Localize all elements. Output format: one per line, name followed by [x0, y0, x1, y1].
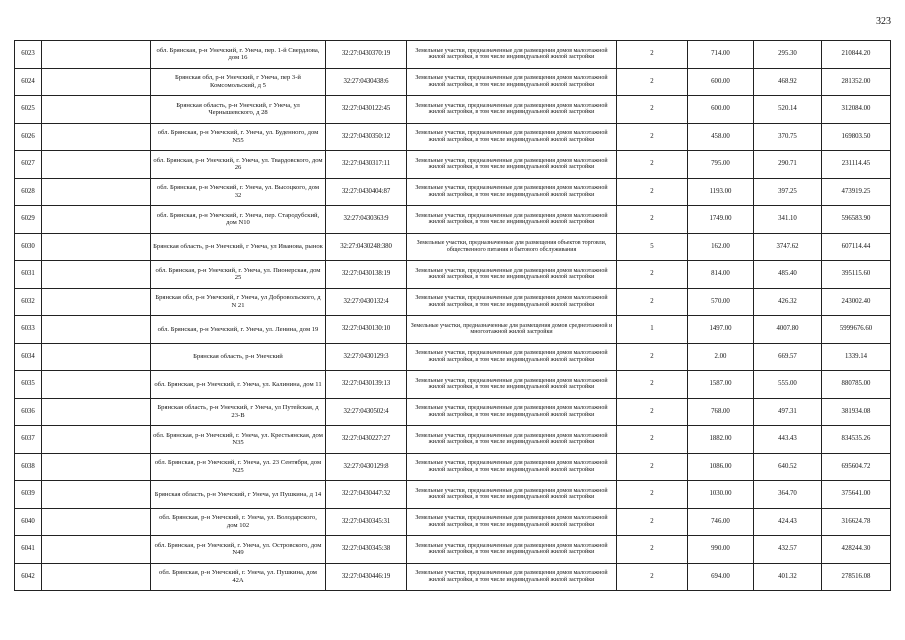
- address-cell: Брянская область, р-н Унечский, г Унеча, ул Путейская, д 23-В: [151, 398, 326, 426]
- empty-cell: [42, 481, 151, 509]
- land-use-cell: Земельные участки, предназначенные для размещения домов малоэтажной жилой застройки, в том числе индивидуальной жилой застройки: [407, 453, 617, 481]
- cadastral-value-table: [14, 40, 891, 591]
- cadastral-value-cell: 695604.72: [822, 453, 891, 481]
- area-cell: 1587.00: [688, 371, 754, 399]
- cadastral-value-cell: 1339.14: [822, 343, 891, 371]
- cadastral-value-cell: 607114.44: [822, 233, 891, 261]
- land-use-cell: Земельные участки, предназначенные для размещения домов малоэтажной жилой застройки, в том числе индивидуальной жилой застройки: [407, 151, 617, 179]
- address-cell: обл. Брянская, р-н Унечский, г. Унеча, ул. Ленина, дом 19: [151, 316, 326, 344]
- address-cell: обл. Брянская, р-н Унечский, г. Унеча, ул. Твардовского, дом 26: [151, 151, 326, 179]
- row-number-cell: 6023: [15, 41, 42, 69]
- cadastral-number-cell: 32:27:0430248:380: [326, 233, 407, 261]
- table-row: [15, 371, 891, 399]
- row-number-cell: 6037: [15, 426, 42, 454]
- table-row: [15, 508, 891, 536]
- land-use-cell: Земельные участки, предназначенные для размещения домов малоэтажной жилой застройки, в том числе индивидуальной жилой застройки: [407, 41, 617, 69]
- cadastral-value-cell: 428244.30: [822, 536, 891, 564]
- cadastral-number-cell: 32:27:0430227:27: [326, 426, 407, 454]
- group-cell: 2: [617, 343, 688, 371]
- cadastral-value-cell: 395115.60: [822, 261, 891, 289]
- row-number-cell: 6033: [15, 316, 42, 344]
- cadastral-value-cell: 312084.00: [822, 96, 891, 124]
- address-cell: Брянская обл, р-н Унечский, г Унеча, пер 3-й Комсомольский, д 5: [151, 68, 326, 96]
- area-cell: 714.00: [688, 41, 754, 69]
- group-cell: 2: [617, 398, 688, 426]
- cadastral-value-cell: 596583.90: [822, 206, 891, 234]
- group-cell: 2: [617, 536, 688, 564]
- row-number-cell: 6040: [15, 508, 42, 536]
- address-cell: обл. Брянская, р-н Унечский, г. Унеча, ул. Пушкина, дом 42А: [151, 563, 326, 591]
- table-row: [15, 123, 891, 151]
- table-row: [15, 233, 891, 261]
- empty-cell: [42, 371, 151, 399]
- cadastral-number-cell: 32:27:0430139:13: [326, 371, 407, 399]
- land-use-cell: Земельные участки, предназначенные для размещения домов малоэтажной жилой застройки, в том числе индивидуальной жилой застройки: [407, 206, 617, 234]
- unit-price-cell: 364.70: [754, 481, 822, 509]
- address-cell: обл. Брянская, р-н Унечский, г. Унеча, ул. Островского, дом N49: [151, 536, 326, 564]
- land-use-cell: Земельные участки, предназначенные для размещения домов малоэтажной жилой застройки, в том числе индивидуальной жилой застройки: [407, 398, 617, 426]
- area-cell: 1030.00: [688, 481, 754, 509]
- unit-price-cell: 370.75: [754, 123, 822, 151]
- unit-price-cell: 485.40: [754, 261, 822, 289]
- address-cell: обл. Брянская, р-н Унечский, г. Унеча, ул. 23 Сентября, дом N25: [151, 453, 326, 481]
- unit-price-cell: 669.57: [754, 343, 822, 371]
- row-number-cell: 6026: [15, 123, 42, 151]
- land-use-cell: Земельные участки, предназначенные для размещения домов малоэтажной жилой застройки, в том числе индивидуальной жилой застройки: [407, 261, 617, 289]
- land-use-cell: Земельные участки, предназначенные для размещения домов малоэтажной жилой застройки, в том числе индивидуальной жилой застройки: [407, 481, 617, 509]
- address-cell: Брянская обл, р-н Унечский, г Унеча, ул Добровольского, д N 21: [151, 288, 326, 316]
- address-cell: Брянская область, р-н Унечский: [151, 343, 326, 371]
- table-row: [15, 481, 891, 509]
- row-number-cell: 6041: [15, 536, 42, 564]
- area-cell: 600.00: [688, 68, 754, 96]
- table-row: [15, 343, 891, 371]
- unit-price-cell: 555.00: [754, 371, 822, 399]
- row-number-cell: 6035: [15, 371, 42, 399]
- empty-cell: [42, 123, 151, 151]
- row-number-cell: 6042: [15, 563, 42, 591]
- cadastral-value-cell: 880785.00: [822, 371, 891, 399]
- group-cell: 2: [617, 426, 688, 454]
- table-row: [15, 426, 891, 454]
- table-row: [15, 316, 891, 344]
- land-use-cell: Земельные участки, предназначенные для размещения домов малоэтажной жилой застройки, в том числе индивидуальной жилой застройки: [407, 371, 617, 399]
- group-cell: 2: [617, 508, 688, 536]
- cadastral-number-cell: 32:27:0430345:31: [326, 508, 407, 536]
- address-cell: обл. Брянская, р-н Унечский, г. Унеча, ул. Буденного, дом N55: [151, 123, 326, 151]
- table-row: [15, 453, 891, 481]
- cadastral-number-cell: 32:27:0430446:19: [326, 563, 407, 591]
- empty-cell: [42, 41, 151, 69]
- area-cell: 1749.00: [688, 206, 754, 234]
- area-cell: 795.00: [688, 151, 754, 179]
- address-cell: обл. Брянская, р-н Унечский, г. Унеча, пер. Стародубский, дом N10: [151, 206, 326, 234]
- cadastral-number-cell: 32:27:0430363:9: [326, 206, 407, 234]
- group-cell: 2: [617, 563, 688, 591]
- unit-price-cell: 468.92: [754, 68, 822, 96]
- cadastral-number-cell: 32:27:0430350:12: [326, 123, 407, 151]
- group-cell: 5: [617, 233, 688, 261]
- land-use-cell: Земельные участки, предназначенные для размещения объектов торговли, общественного питания и бытового обслуживания: [407, 233, 617, 261]
- cadastral-number-cell: 32:27:0430122:45: [326, 96, 407, 124]
- cadastral-value-cell: 5999676.60: [822, 316, 891, 344]
- unit-price-cell: 401.32: [754, 563, 822, 591]
- area-cell: 162.00: [688, 233, 754, 261]
- group-cell: 2: [617, 123, 688, 151]
- row-number-cell: 6028: [15, 178, 42, 206]
- cadastral-value-cell: 278516.08: [822, 563, 891, 591]
- group-cell: 2: [617, 371, 688, 399]
- area-cell: 1193.00: [688, 178, 754, 206]
- empty-cell: [42, 563, 151, 591]
- unit-price-cell: 520.14: [754, 96, 822, 124]
- land-use-cell: Земельные участки, предназначенные для размещения домов малоэтажной жилой застройки, в том числе индивидуальной жилой застройки: [407, 536, 617, 564]
- address-cell: обл. Брянская, р-н Унечский, г. Унеча, пер. 1-й Свердлова, дом 16: [151, 41, 326, 69]
- land-use-cell: Земельные участки, предназначенные для размещения домов малоэтажной жилой застройки, в том числе индивидуальной жилой застройки: [407, 508, 617, 536]
- address-cell: Брянская область, р-н Унечский, г Унеча, ул Иванова, рынок: [151, 233, 326, 261]
- address-cell: Брянская область, р-н Унечский, г Унеча, ул Пушкина, д 14: [151, 481, 326, 509]
- group-cell: 2: [617, 41, 688, 69]
- group-cell: 2: [617, 261, 688, 289]
- empty-cell: [42, 453, 151, 481]
- area-cell: 694.00: [688, 563, 754, 591]
- table-row: [15, 41, 891, 69]
- row-number-cell: 6034: [15, 343, 42, 371]
- cadastral-number-cell: 32:27:0430129:8: [326, 453, 407, 481]
- cadastral-number-cell: 32:27:0430345:38: [326, 536, 407, 564]
- table-row: [15, 261, 891, 289]
- land-use-cell: Земельные участки, предназначенные для размещения домов малоэтажной жилой застройки, в том числе индивидуальной жилой застройки: [407, 288, 617, 316]
- cadastral-value-cell: 243002.40: [822, 288, 891, 316]
- row-number-cell: 6030: [15, 233, 42, 261]
- land-use-cell: Земельные участки, предназначенные для размещения домов малоэтажной жилой застройки, в том числе индивидуальной жилой застройки: [407, 343, 617, 371]
- cadastral-number-cell: 32:27:0430132:4: [326, 288, 407, 316]
- empty-cell: [42, 96, 151, 124]
- cadastral-value-cell: 210844.20: [822, 41, 891, 69]
- cadastral-number-cell: 32:27:0430447:32: [326, 481, 407, 509]
- address-cell: обл. Брянская, р-н Унечский, г. Унеча, ул. Пионерская, дом 25: [151, 261, 326, 289]
- unit-price-cell: 497.31: [754, 398, 822, 426]
- empty-cell: [42, 508, 151, 536]
- row-number-cell: 6029: [15, 206, 42, 234]
- area-cell: 1086.00: [688, 453, 754, 481]
- table-row: [15, 178, 891, 206]
- group-cell: 2: [617, 151, 688, 179]
- table-row: [15, 288, 891, 316]
- row-number-cell: 6036: [15, 398, 42, 426]
- table-row: [15, 151, 891, 179]
- row-number-cell: 6024: [15, 68, 42, 96]
- group-cell: 2: [617, 453, 688, 481]
- empty-cell: [42, 178, 151, 206]
- group-cell: 2: [617, 288, 688, 316]
- address-cell: Брянская область, р-н Унечский, г Унеча, ул Чернышевского, д 28: [151, 96, 326, 124]
- cadastral-value-cell: 169803.50: [822, 123, 891, 151]
- area-cell: 1497.00: [688, 316, 754, 344]
- cadastral-number-cell: 32:27:0430438:6: [326, 68, 407, 96]
- table-row: [15, 96, 891, 124]
- unit-price-cell: 341.10: [754, 206, 822, 234]
- area-cell: 458.00: [688, 123, 754, 151]
- table-row: [15, 398, 891, 426]
- unit-price-cell: 640.52: [754, 453, 822, 481]
- group-cell: 2: [617, 68, 688, 96]
- empty-cell: [42, 151, 151, 179]
- cadastral-value-cell: 834535.26: [822, 426, 891, 454]
- unit-price-cell: 426.32: [754, 288, 822, 316]
- row-number-cell: 6032: [15, 288, 42, 316]
- empty-cell: [42, 68, 151, 96]
- table-body: [15, 41, 891, 591]
- unit-price-cell: 3747.62: [754, 233, 822, 261]
- table-row: [15, 68, 891, 96]
- empty-cell: [42, 261, 151, 289]
- land-use-cell: Земельные участки, предназначенные для размещения домов малоэтажной жилой застройки, в том числе индивидуальной жилой застройки: [407, 178, 617, 206]
- empty-cell: [42, 233, 151, 261]
- group-cell: 2: [617, 178, 688, 206]
- area-cell: 768.00: [688, 398, 754, 426]
- area-cell: 746.00: [688, 508, 754, 536]
- land-use-cell: Земельные участки, предназначенные для размещения домов среднеэтажной и многоэтажной жилой застройки: [407, 316, 617, 344]
- cadastral-number-cell: 32:27:0430502:4: [326, 398, 407, 426]
- area-cell: 570.00: [688, 288, 754, 316]
- cadastral-number-cell: 32:27:0430130:10: [326, 316, 407, 344]
- cadastral-number-cell: 32:27:0430317:11: [326, 151, 407, 179]
- row-number-cell: 6031: [15, 261, 42, 289]
- page-number: 323: [876, 16, 891, 27]
- empty-cell: [42, 398, 151, 426]
- unit-price-cell: 4007.80: [754, 316, 822, 344]
- cadastral-number-cell: 32:27:0430138:19: [326, 261, 407, 289]
- land-use-cell: Земельные участки, предназначенные для размещения домов малоэтажной жилой застройки, в том числе индивидуальной жилой застройки: [407, 68, 617, 96]
- group-cell: 2: [617, 206, 688, 234]
- cadastral-number-cell: 32:27:0430404:87: [326, 178, 407, 206]
- table-row: [15, 536, 891, 564]
- unit-price-cell: 397.25: [754, 178, 822, 206]
- empty-cell: [42, 536, 151, 564]
- unit-price-cell: 295.30: [754, 41, 822, 69]
- empty-cell: [42, 426, 151, 454]
- empty-cell: [42, 288, 151, 316]
- cadastral-value-cell: 281352.00: [822, 68, 891, 96]
- unit-price-cell: 424.43: [754, 508, 822, 536]
- table-row: [15, 563, 891, 591]
- row-number-cell: 6027: [15, 151, 42, 179]
- cadastral-value-cell: 381934.08: [822, 398, 891, 426]
- area-cell: 2.00: [688, 343, 754, 371]
- address-cell: обл. Брянская, р-н Унечский, г. Унеча, ул. Володарского, дом 102: [151, 508, 326, 536]
- cadastral-number-cell: 32:27:0430370:19: [326, 41, 407, 69]
- unit-price-cell: 432.57: [754, 536, 822, 564]
- land-use-cell: Земельные участки, предназначенные для размещения домов малоэтажной жилой застройки, в том числе индивидуальной жилой застройки: [407, 426, 617, 454]
- land-use-cell: Земельные участки, предназначенные для размещения домов малоэтажной жилой застройки, в том числе индивидуальной жилой застройки: [407, 563, 617, 591]
- row-number-cell: 6038: [15, 453, 42, 481]
- area-cell: 814.00: [688, 261, 754, 289]
- empty-cell: [42, 206, 151, 234]
- group-cell: 2: [617, 481, 688, 509]
- table-row: [15, 206, 891, 234]
- land-use-cell: Земельные участки, предназначенные для размещения домов малоэтажной жилой застройки, в том числе индивидуальной жилой застройки: [407, 123, 617, 151]
- cadastral-value-cell: 316624.78: [822, 508, 891, 536]
- empty-cell: [42, 343, 151, 371]
- group-cell: 1: [617, 316, 688, 344]
- area-cell: 1882.00: [688, 426, 754, 454]
- cadastral-number-cell: 32:27:0430129:3: [326, 343, 407, 371]
- unit-price-cell: 290.71: [754, 151, 822, 179]
- address-cell: обл. Брянская, р-н Унечский, г. Унеча, ул. Крестьянская, дом N35: [151, 426, 326, 454]
- land-use-cell: Земельные участки, предназначенные для размещения домов малоэтажной жилой застройки, в том числе индивидуальной жилой застройки: [407, 96, 617, 124]
- cadastral-value-cell: 375641.00: [822, 481, 891, 509]
- row-number-cell: 6039: [15, 481, 42, 509]
- area-cell: 990.00: [688, 536, 754, 564]
- group-cell: 2: [617, 96, 688, 124]
- row-number-cell: 6025: [15, 96, 42, 124]
- cadastral-value-cell: 473919.25: [822, 178, 891, 206]
- area-cell: 600.00: [688, 96, 754, 124]
- unit-price-cell: 443.43: [754, 426, 822, 454]
- address-cell: обл. Брянская, р-н Унечский, г. Унеча, ул. Калинина, дом 11: [151, 371, 326, 399]
- address-cell: обл. Брянская, р-н Унечский, г. Унеча, ул. Высоцкого, дом 32: [151, 178, 326, 206]
- empty-cell: [42, 316, 151, 344]
- cadastral-value-cell: 231114.45: [822, 151, 891, 179]
